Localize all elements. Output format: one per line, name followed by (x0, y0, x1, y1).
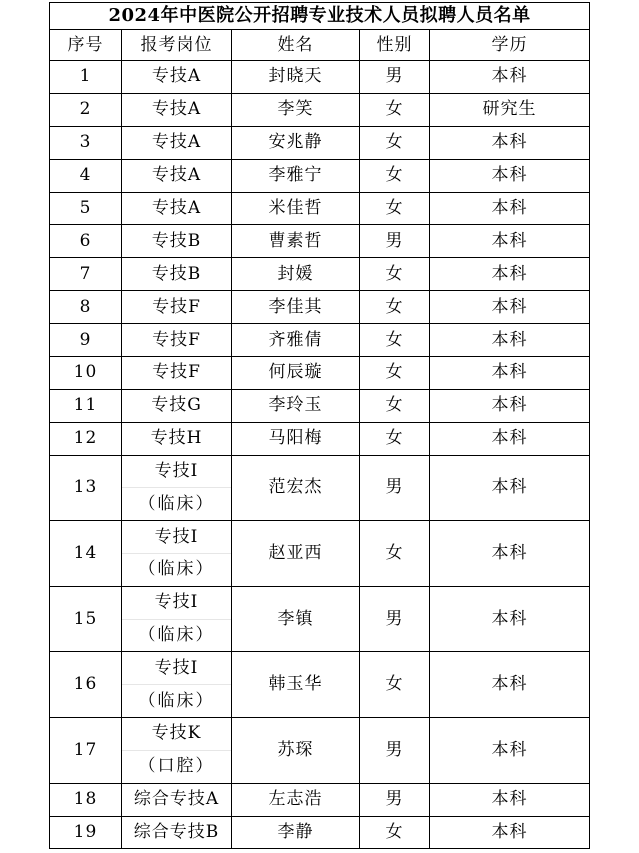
cell-gender: 男 (360, 225, 430, 258)
cell-post: 综合专技A (122, 783, 232, 816)
post-line-sub: （临床） (138, 690, 215, 711)
cell-name: 齐雅倩 (232, 324, 360, 357)
cell-no: 12 (50, 422, 122, 455)
cell-gender: 女 (360, 258, 430, 291)
cell-gender: 女 (360, 192, 430, 225)
cell-name: 李笑 (232, 93, 360, 126)
table-row (50, 61, 590, 94)
cell-no: 14 (50, 521, 122, 587)
header-cell-post: 报考岗位 (122, 30, 232, 61)
cell-name: 赵亚西 (232, 521, 360, 587)
cell-name: 范宏杰 (232, 455, 360, 521)
post-line-main: 专技K (122, 718, 231, 751)
cell-gender: 女 (360, 324, 430, 357)
table-row (50, 652, 590, 718)
cell-no: 13 (50, 455, 122, 521)
cell-post (122, 718, 232, 784)
cell-post: 专技G (122, 389, 232, 422)
post-lines (122, 652, 231, 717)
cell-no: 15 (50, 586, 122, 652)
header-cell-name: 姓名 (232, 30, 360, 61)
header-cell-gender: 性别 (360, 30, 430, 61)
cell-post: 专技A (122, 159, 232, 192)
cell-gender: 女 (360, 521, 430, 587)
cell-no: 8 (50, 291, 122, 324)
post-line-main: 专技I (122, 456, 231, 489)
table-row (50, 291, 590, 324)
cell-edu: 本科 (430, 422, 590, 455)
cell-gender: 女 (360, 652, 430, 718)
cell-edu: 本科 (430, 816, 590, 849)
cell-post: 综合专技B (122, 816, 232, 849)
cell-name: 李雅宁 (232, 159, 360, 192)
cell-post: 专技A (122, 93, 232, 126)
cell-post: 专技A (122, 126, 232, 159)
table-row (50, 324, 590, 357)
cell-no: 6 (50, 225, 122, 258)
cell-edu: 本科 (430, 652, 590, 718)
table-row (50, 718, 590, 784)
cell-edu: 本科 (430, 586, 590, 652)
cell-post: 专技A (122, 192, 232, 225)
cell-edu: 本科 (430, 192, 590, 225)
cell-name: 左志浩 (232, 783, 360, 816)
header-cell-no: 序号 (50, 30, 122, 61)
cell-name: 李静 (232, 816, 360, 849)
cell-edu: 本科 (430, 357, 590, 390)
cell-post: 专技F (122, 357, 232, 390)
cell-edu: 本科 (430, 291, 590, 324)
post-lines (122, 521, 231, 586)
cell-edu: 本科 (430, 61, 590, 94)
cell-name: 曹素哲 (232, 225, 360, 258)
post-line-sub: （临床） (138, 625, 215, 646)
table-row (50, 586, 590, 652)
post-line-main: 专技I (122, 652, 231, 685)
cell-gender: 男 (360, 61, 430, 94)
table-row (50, 93, 590, 126)
cell-post: 专技F (122, 291, 232, 324)
cell-post (122, 652, 232, 718)
cell-gender: 女 (360, 159, 430, 192)
table-row (50, 816, 590, 849)
table-row (50, 422, 590, 455)
cell-name: 苏琛 (232, 718, 360, 784)
cell-gender: 女 (360, 816, 430, 849)
cell-post: 专技A (122, 61, 232, 94)
cell-edu: 研究生 (430, 93, 590, 126)
cell-no: 18 (50, 783, 122, 816)
cell-edu: 本科 (430, 159, 590, 192)
cell-no: 1 (50, 61, 122, 94)
header-cell-edu: 学历 (430, 30, 590, 61)
cell-gender: 女 (360, 357, 430, 390)
roster-sheet (49, 2, 589, 849)
cell-gender: 男 (360, 783, 430, 816)
cell-edu: 本科 (430, 258, 590, 291)
cell-no: 5 (50, 192, 122, 225)
cell-no: 16 (50, 652, 122, 718)
post-line-sub: （临床） (138, 493, 215, 514)
cell-no: 10 (50, 357, 122, 390)
cell-name: 李佳其 (232, 291, 360, 324)
table-row (50, 455, 590, 521)
cell-no: 3 (50, 126, 122, 159)
cell-edu: 本科 (430, 389, 590, 422)
cell-post: 专技H (122, 422, 232, 455)
cell-gender: 男 (360, 718, 430, 784)
cell-name: 米佳哲 (232, 192, 360, 225)
post-line-sub: （口腔） (138, 756, 215, 777)
cell-edu: 本科 (430, 521, 590, 587)
cell-name: 何辰璇 (232, 357, 360, 390)
table-row (50, 389, 590, 422)
cell-post (122, 586, 232, 652)
post-lines (122, 456, 231, 521)
cell-name: 李镇 (232, 586, 360, 652)
cell-no: 19 (50, 816, 122, 849)
post-line-main: 专技I (122, 587, 231, 620)
cell-no: 11 (50, 389, 122, 422)
cell-post (122, 455, 232, 521)
cell-edu: 本科 (430, 324, 590, 357)
cell-gender: 女 (360, 126, 430, 159)
cell-gender: 男 (360, 586, 430, 652)
cell-no: 17 (50, 718, 122, 784)
cell-edu: 本科 (430, 455, 590, 521)
cell-no: 4 (50, 159, 122, 192)
cell-post: 专技B (122, 225, 232, 258)
cell-name: 封晓天 (232, 61, 360, 94)
cell-name: 韩玉华 (232, 652, 360, 718)
cell-no: 2 (50, 93, 122, 126)
table-row (50, 126, 590, 159)
header-row (50, 30, 590, 61)
post-line-sub: （临床） (138, 559, 215, 580)
cell-gender: 女 (360, 291, 430, 324)
cell-no: 7 (50, 258, 122, 291)
table-row (50, 192, 590, 225)
cell-edu: 本科 (430, 718, 590, 784)
cell-edu: 本科 (430, 783, 590, 816)
page-title: 2024年中医院公开招聘专业技术人员拟聘人员名单 (50, 3, 590, 30)
cell-no: 9 (50, 324, 122, 357)
post-lines (122, 718, 231, 783)
table-row (50, 258, 590, 291)
table-row (50, 225, 590, 258)
cell-gender: 女 (360, 389, 430, 422)
post-line-main: 专技I (122, 521, 231, 554)
cell-post: 专技F (122, 324, 232, 357)
table-row (50, 783, 590, 816)
cell-name: 封媛 (232, 258, 360, 291)
table-row (50, 521, 590, 587)
cell-edu: 本科 (430, 126, 590, 159)
cell-post: 专技B (122, 258, 232, 291)
cell-name: 李玲玉 (232, 389, 360, 422)
post-lines (122, 587, 231, 652)
cell-gender: 女 (360, 93, 430, 126)
cell-name: 马阳梅 (232, 422, 360, 455)
title-row (50, 3, 590, 30)
cell-post (122, 521, 232, 587)
roster-table (49, 2, 590, 849)
table-row (50, 159, 590, 192)
cell-gender: 女 (360, 422, 430, 455)
cell-name: 安兆静 (232, 126, 360, 159)
table-row (50, 357, 590, 390)
cell-edu: 本科 (430, 225, 590, 258)
cell-gender: 男 (360, 455, 430, 521)
